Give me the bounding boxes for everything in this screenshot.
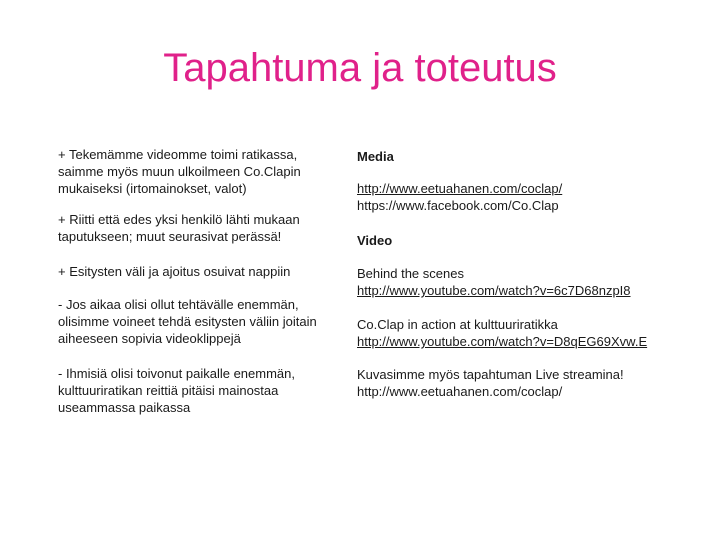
live-link[interactable]: http://www.eetuahanen.com/coclap/ [357,384,563,399]
media-link-facebook[interactable]: https://www.facebook.com/Co.Clap [357,198,559,213]
media-link-website[interactable]: http://www.eetuahanen.com/coclap/ [357,181,563,196]
media-heading: Media [357,149,394,164]
media-links [357,180,562,214]
live-stream [357,366,624,400]
bullet-item: + Riitti että edes yksi henkilö lähti mukaan taputukseen; muut seurasivat perässä! [58,212,300,244]
behind-link[interactable]: http://www.youtube.com/watch?v=6c7D68nzpI8 [357,283,631,298]
behind-the-scenes [357,265,631,299]
video-heading: Video [357,233,393,248]
bullet-item: - Jos aikaa olisi ollut tehtävälle enemmän, olisimme voineet tehdä esitysten väliin joitain aiheeseen sopivia videoklippejä [58,297,317,346]
live-label: Kuvasimme myös tapahtuman Live streamina! [357,367,624,382]
behind-label: Behind the scenes [357,266,464,281]
bullet-item: - Ihmisiä olisi toivonut paikalle enemmän, kulttuuriratikan reittiä pitäisi mainostaa useammassa paikassa [58,366,295,415]
action-link[interactable]: http://www.youtube.com/watch?v=D8qEG69Xvw.E [357,334,648,349]
bullet-item: + Tekemämme videomme toimi ratikassa, saimme myös muun ulkoilmeen Co.Clapin mukaiseksi (irtomainokset, valot) [58,147,301,196]
action-label: Co.Clap in action at kulttuuriratikka [357,317,558,332]
action-video [357,316,647,350]
bullet-item: + Esitysten väli ja ajoitus osuivat nappiin [58,264,291,279]
slide-title: Tapahtuma ja toteutus [163,46,557,90]
